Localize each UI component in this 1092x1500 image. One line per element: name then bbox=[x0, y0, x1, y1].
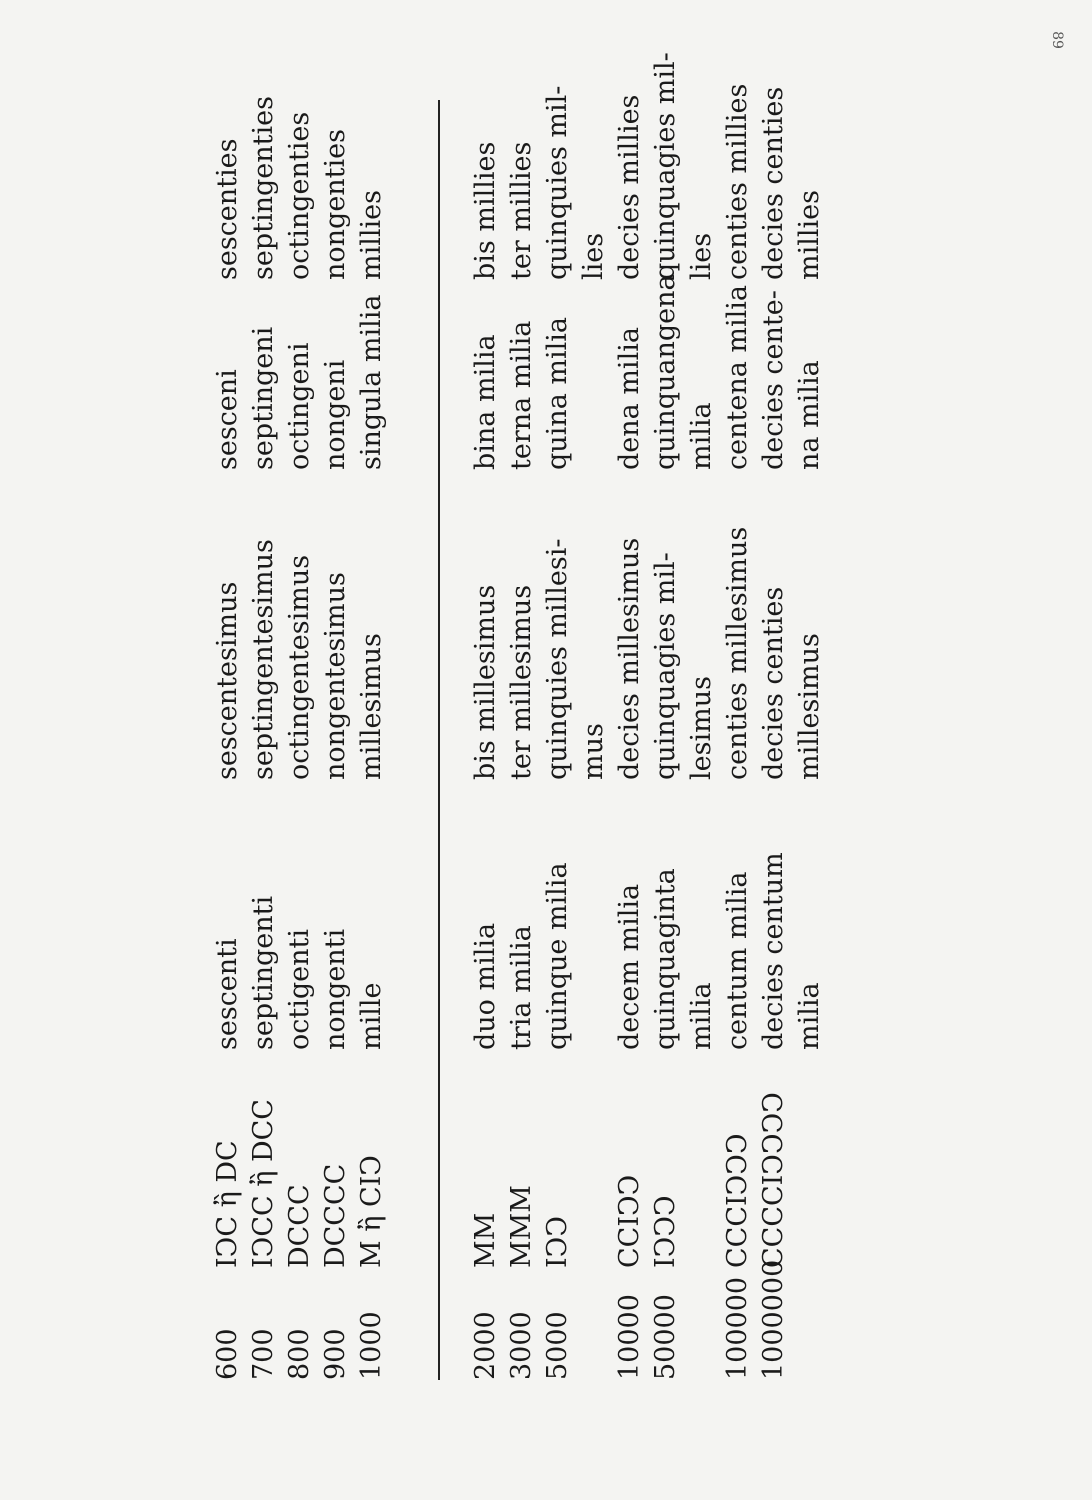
adverb-cell-line: nongenties bbox=[320, 128, 351, 280]
roman-numeral: IↃCC ἢ DCC bbox=[248, 1099, 279, 1268]
adverb-cell bbox=[282, 100, 318, 280]
ordinal-cell-line: ter millesimus bbox=[506, 584, 537, 780]
adverb-cell bbox=[318, 100, 354, 280]
cardinal-cell-line: octigenti bbox=[284, 929, 315, 1050]
distributive-cell-line: terna milia bbox=[506, 320, 537, 470]
arabic-numeral: 3000 bbox=[506, 1311, 537, 1380]
distributive-cell-line: singula milia bbox=[356, 294, 387, 470]
distributive-cell bbox=[648, 274, 720, 470]
cardinal-cell-line: nongenti bbox=[320, 928, 351, 1050]
adverb-cell bbox=[540, 85, 612, 280]
ordinal-cell bbox=[468, 490, 504, 780]
table-divider bbox=[438, 100, 440, 1380]
ordinal-cell bbox=[648, 490, 720, 780]
table-row bbox=[468, 100, 504, 1380]
ordinal-cell bbox=[282, 490, 318, 780]
adverb-cell-line: centies millies bbox=[722, 83, 753, 280]
distributive-cell bbox=[210, 300, 246, 470]
ordinal-cell-line: mus bbox=[578, 723, 609, 780]
adverb-cell-line: lies bbox=[686, 232, 717, 280]
table-row bbox=[756, 86, 828, 1380]
roman-numeral: MMM bbox=[506, 1185, 537, 1268]
cardinal-cell bbox=[282, 800, 318, 1050]
distributive-cell-line: milia bbox=[686, 402, 717, 470]
cardinal-cell bbox=[756, 800, 828, 1050]
ordinal-cell-line: nongentesimus bbox=[320, 572, 351, 780]
adverb-cell-line: bis millies bbox=[470, 141, 501, 280]
table-row bbox=[354, 100, 390, 1380]
ordinal-cell bbox=[720, 490, 756, 780]
numeral-group-hundreds bbox=[210, 96, 390, 1380]
adverb-cell-line: lies bbox=[578, 232, 609, 280]
distributive-cell bbox=[282, 300, 318, 470]
ordinal-cell bbox=[318, 490, 354, 780]
arabic-numeral: 1000000 bbox=[758, 1259, 789, 1380]
adverb-cell bbox=[468, 100, 504, 280]
page-number: 89 bbox=[1048, 31, 1065, 49]
cardinal-cell-line: decies centum bbox=[758, 852, 789, 1050]
distributive-cell bbox=[612, 300, 648, 470]
adverb-cell-line: quinquagies mil- bbox=[650, 52, 681, 280]
arabic-numeral: 1000 bbox=[356, 1311, 387, 1380]
cardinal-cell-line: septingenti bbox=[248, 895, 279, 1050]
distributive-cell-line: na milia bbox=[794, 360, 825, 470]
table-row bbox=[282, 100, 318, 1380]
cardinal-cell-line: quinque milia bbox=[542, 862, 573, 1050]
roman-numeral: CCCIↃↃↃ bbox=[722, 1133, 753, 1268]
ordinal-cell bbox=[540, 490, 612, 780]
arabic-numeral: 600 bbox=[212, 1328, 243, 1380]
distributive-cell bbox=[318, 300, 354, 470]
ordinal-cell bbox=[504, 490, 540, 780]
ordinal-cell-line: decies millesimus bbox=[614, 537, 645, 780]
adverb-cell bbox=[354, 100, 390, 280]
distributive-cell-line: decies cente- bbox=[758, 290, 789, 470]
roman-numeral: CCIↃↃ bbox=[614, 1174, 645, 1268]
distributive-cell bbox=[354, 294, 390, 470]
adverb-cell bbox=[210, 100, 246, 280]
adverb-cell bbox=[246, 96, 282, 280]
adverb-cell bbox=[504, 100, 540, 280]
distributive-cell bbox=[468, 300, 504, 470]
distributive-cell-line: bina milia bbox=[470, 334, 501, 470]
adverb-cell-line: sescenties bbox=[212, 138, 243, 280]
adverb-cell-line: septingenties bbox=[248, 96, 279, 280]
cardinal-cell-line: sescenti bbox=[212, 938, 243, 1050]
adverb-cell-line: decies millies bbox=[614, 94, 645, 280]
arabic-numeral: 10000 bbox=[614, 1294, 645, 1380]
roman-numeral: CCCCIↃↃↃↃ bbox=[758, 1092, 789, 1268]
table-row bbox=[210, 100, 246, 1380]
roman-numeral: DCCCC bbox=[320, 1163, 351, 1268]
roman-numeral: DCCC bbox=[284, 1184, 315, 1268]
cardinal-cell bbox=[318, 800, 354, 1050]
numeral-table bbox=[210, 52, 970, 1380]
ordinal-cell-line: bis millesimus bbox=[470, 584, 501, 780]
cardinal-cell-line: milia bbox=[794, 982, 825, 1050]
cardinal-cell bbox=[648, 800, 720, 1050]
arabic-numeral: 2000 bbox=[470, 1311, 501, 1380]
adverb-cell bbox=[720, 83, 756, 280]
distributive-cell-line: dena milia bbox=[614, 327, 645, 470]
cardinal-cell-line: centum milia bbox=[722, 871, 753, 1050]
table-row bbox=[648, 52, 720, 1380]
ordinal-cell-line: quinquagies mil- bbox=[650, 552, 681, 780]
cardinal-cell bbox=[612, 800, 648, 1050]
roman-numeral: IↃC ἢ DC bbox=[212, 1140, 243, 1268]
adverb-cell-line: quinquies mil- bbox=[542, 85, 573, 280]
numeral-group-thousands bbox=[468, 52, 828, 1380]
adverb-cell-line: millies bbox=[794, 190, 825, 280]
ordinal-cell-line: millesimus bbox=[794, 633, 825, 780]
ordinal-cell bbox=[210, 490, 246, 780]
adverb-cell bbox=[648, 52, 720, 280]
cardinal-cell-line: milia bbox=[686, 982, 717, 1050]
cardinal-cell-line: quinquaginta bbox=[650, 868, 681, 1050]
table-row bbox=[504, 100, 540, 1380]
distributive-cell-line: centena milia bbox=[722, 285, 753, 470]
cardinal-cell bbox=[246, 800, 282, 1050]
table-row bbox=[318, 100, 354, 1380]
distributive-cell-line: nongeni bbox=[320, 359, 351, 470]
arabic-numeral: 800 bbox=[284, 1328, 315, 1380]
arabic-numeral: 5000 bbox=[542, 1311, 573, 1380]
ordinal-cell-line: octingentesimus bbox=[284, 554, 315, 780]
ordinal-cell-line: lesimus bbox=[686, 676, 717, 780]
table-row bbox=[720, 83, 756, 1380]
cardinal-cell-line: duo milia bbox=[470, 922, 501, 1050]
arabic-numeral: 100000 bbox=[722, 1276, 753, 1380]
cardinal-cell bbox=[210, 800, 246, 1050]
adverb-cell-line: octingenties bbox=[284, 111, 315, 280]
distributive-cell-line: sesceni bbox=[212, 369, 243, 470]
distributive-cell bbox=[756, 290, 828, 470]
adverb-cell bbox=[756, 86, 828, 280]
distributive-cell-line: octingeni bbox=[284, 342, 315, 470]
table-row bbox=[246, 96, 282, 1380]
table-row bbox=[540, 85, 612, 1380]
distributive-cell bbox=[246, 300, 282, 470]
cardinal-cell-line: mille bbox=[356, 982, 387, 1050]
arabic-numeral: 700 bbox=[248, 1328, 279, 1380]
cardinal-cell bbox=[540, 800, 576, 1050]
arabic-numeral: 50000 bbox=[650, 1294, 681, 1380]
adverb-cell-line: millies bbox=[356, 190, 387, 280]
ordinal-cell-line: sescentesimus bbox=[212, 581, 243, 780]
roman-numeral: IↃↃ bbox=[542, 1216, 573, 1268]
ordinal-cell bbox=[612, 490, 648, 780]
table-row bbox=[612, 94, 648, 1380]
distributive-cell-line: quina milia bbox=[542, 317, 573, 470]
roman-numeral: IↃↃↃ bbox=[650, 1195, 681, 1268]
cardinal-cell-line: decem milia bbox=[614, 883, 645, 1050]
distributive-cell bbox=[540, 300, 576, 470]
ordinal-cell-line: decies centies bbox=[758, 586, 789, 780]
cardinal-cell bbox=[354, 800, 390, 1050]
distributive-cell bbox=[504, 300, 540, 470]
ordinal-cell-line: septingentesimus bbox=[248, 539, 279, 780]
ordinal-cell bbox=[246, 490, 282, 780]
ordinal-cell-line: quinquies millesi- bbox=[542, 538, 573, 780]
adverb-cell-line: decies centies bbox=[758, 86, 789, 280]
distributive-cell-line: septingeni bbox=[248, 326, 279, 470]
adverb-cell-line: ter millies bbox=[506, 141, 537, 280]
adverb-cell bbox=[612, 94, 648, 280]
ordinal-cell-line: millesimus bbox=[356, 633, 387, 780]
distributive-cell bbox=[720, 285, 756, 470]
ordinal-cell bbox=[354, 490, 390, 780]
cardinal-cell bbox=[720, 800, 756, 1050]
cardinal-cell-line: tria milia bbox=[506, 925, 537, 1050]
distributive-cell-line: quinquangena bbox=[650, 274, 681, 470]
roman-numeral: MM bbox=[470, 1212, 501, 1268]
cardinal-cell bbox=[468, 800, 504, 1050]
roman-numeral: M ἢ CIↃ bbox=[356, 1155, 387, 1268]
arabic-numeral: 900 bbox=[320, 1328, 351, 1380]
ordinal-cell bbox=[756, 490, 828, 780]
ordinal-cell-line: centies millesimus bbox=[722, 526, 753, 780]
cardinal-cell bbox=[504, 800, 540, 1050]
